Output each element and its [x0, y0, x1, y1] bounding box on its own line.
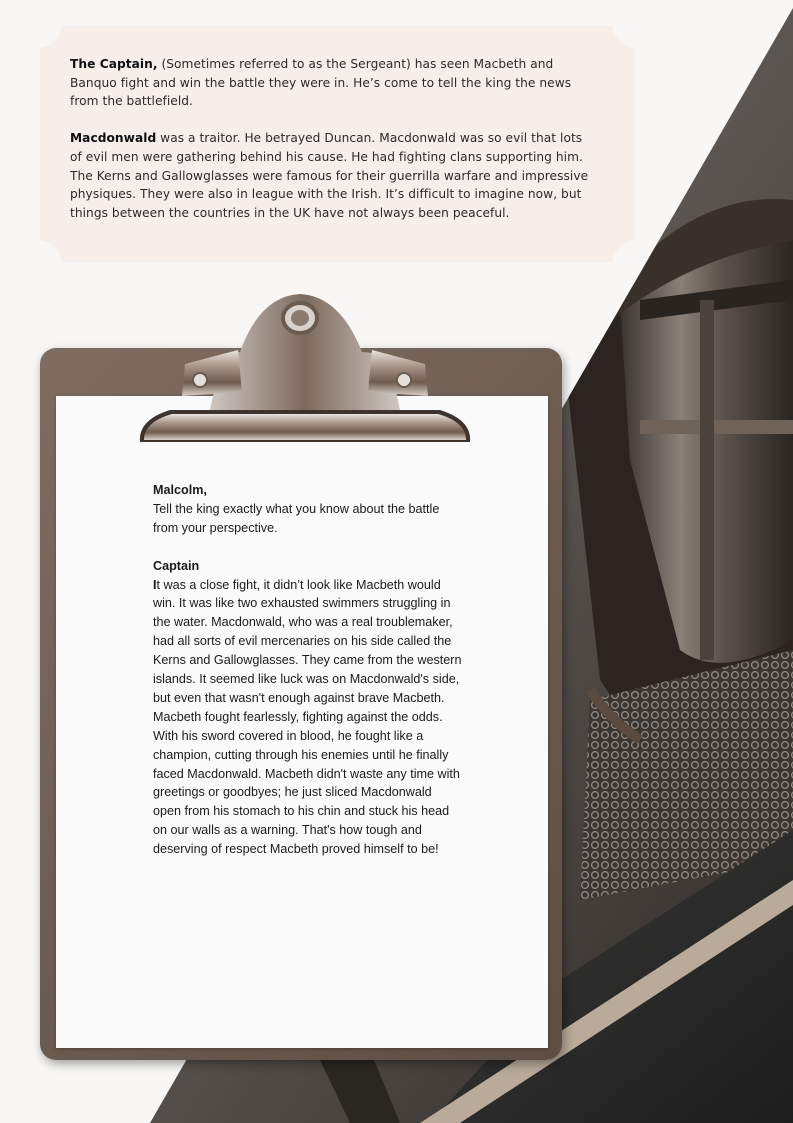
captain-description: (Sometimes referred to as the Sergeant) has seen Macbeth and Banquo fight and win the battle they were in. He’s come to tell the king the news from the battlefield. — [70, 57, 572, 109]
instruction-text: Tell the king exactly what you know about the battle from your perspective. — [153, 501, 440, 535]
captain-speech — [153, 576, 463, 860]
captain-paragraph — [70, 55, 590, 111]
macdonwald-description: was a traitor. He betrayed Duncan. Macdonwald was so evil that lots of evil men were gathering behind his cause. He had fighting clans supporting him. The Kerns and Gallowglasses were famous for their guerrilla warfare and impressive physiques. They were also in league with the Irish. It’s difficult to imagine now, but things between the countries in the UK have not always been peaceful. — [70, 131, 589, 220]
speaker-label: Captain — [153, 558, 200, 573]
captain-heading: The Captain, — [70, 57, 158, 71]
spacer — [153, 538, 463, 557]
addressee: Malcolm, — [153, 483, 207, 497]
clipboard-clip-icon — [130, 292, 480, 452]
clipboard-letter — [153, 481, 463, 859]
macdonwald-paragraph — [70, 129, 590, 223]
speech-body: t was a close fight, it didn’t look like Macbeth would win. It was like two exhausted swimmers struggling in the water. Macdonwald, who was a real troublemaker, had all sorts of evil mercenaries on his side called the Kerns and Gallowglasses. They came from the western islands. It seemed like luck was on Macdonwald's side, but even that wasn't enough against brave Macbeth. Macbeth fought fearlessly, fighting against the odds. With his sword covered in blood, he fought like a champion, cutting through his enemies until he finally faced Macdonwald. Macbeth didn't waste any time with greetings or goodbyes; he just sliced Macdonwald open from his stomach to his chin and stuck his head on our walls as a warning. That's how tough and deserving of respect Macbeth proved himself to be! — [153, 577, 462, 857]
intro-text — [70, 55, 590, 241]
macdonwald-heading: Macdonwald — [70, 131, 157, 146]
speech-drop-letter: I — [153, 577, 157, 592]
